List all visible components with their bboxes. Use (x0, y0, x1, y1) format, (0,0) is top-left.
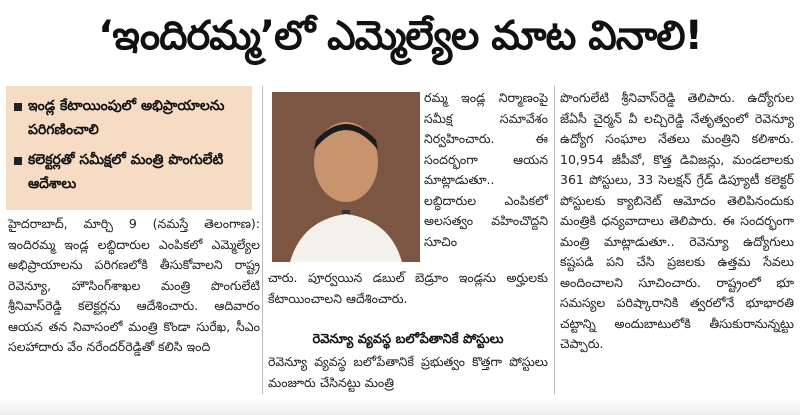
highlight-item (14, 94, 244, 142)
highlight-item (14, 148, 244, 196)
article-column-2-tail: రెవెన్యూ వ్యవస్థ బలోపేతానికే ప్రభుత్వం కొత్తగా పోస్టులు మంజూరు చేసినట్టు మంత్రి (268, 354, 548, 390)
square-bullet-icon (14, 103, 22, 111)
portrait-image (272, 92, 420, 262)
highlight-text: కలెక్టర్లతో సమీక్షలో మంత్రి పొంగులేటి ఆదేశాలు (28, 152, 224, 192)
article-headline: ‘ఇందిరమ్మ’లో ఎమ్మెల్యేల మాట వినాలి! (98, 13, 702, 59)
article-column-2: రమ్మ ఇండ్ల నిర్మాణంపై సమీక్ష సమావేశం నిర్వహించారు. ఈ సందర్భంగా ఆయన మాట్లాడుతూ.. లబ్ధిదారుల ఎంపికలో అలసత్వం వహించొద్దని సూచిం (424, 90, 548, 249)
section-subheading: రెవెన్యూ వ్యవస్థ బలోపేతానికే పోస్టులు (312, 332, 504, 347)
article-column-1: హైదరాబాద్, మార్చి 9 (నమస్తే తెలంగాణ): ఇందిరమ్మ ఇండ్ల లబ్ధిదారుల ఎంపికలో ఎమ్మెల్యేల అభిప్రాయాలను పరిగణలోకి తీసుకోవాలని రాష్ట్ర రెవెన్యూ, హౌసింగ్‌శాఖల మంత్రి పొంగులేటి శ్రీనివాస్‌రెడ్డి కలెక్టర్లను ఆదేశించారు. ఆదివారం ఆయన తన నివాసంలో మంత్రి కొండా సురేఖ, సీఎం సలహాదారు వేం నరేందర్‌రెడ్డితో కలిసి ఇంది (8, 216, 260, 354)
highlight-text: ఇండ్ల కేటాయింపులో అభిప్రాయాలను పరిగణించాలి (28, 98, 225, 138)
square-bullet-icon (14, 157, 22, 165)
article-column-2-continued: చారు. పూర్వయిన డబుల్ బెడ్రూం ఇండ్లను అర్హులకు కేటాయించాలని ఆదేశించారు. (268, 270, 548, 306)
minister-photo (272, 92, 420, 262)
page-edge (0, 398, 800, 415)
column-divider (262, 86, 263, 394)
highlight-box (6, 86, 252, 210)
article-column-3: పొంగులేటి శ్రీనివాస్‌రెడ్డి తెలిపారు. ఉద్యోగుల జేఏసీ చైర్మన్ వీ లచ్చిరెడ్డి నేతృత్వంలో రెవెన్యూ ఉద్యోగ సంఘాల నేతలు మంత్రిని కలిశారు. 10,954 జీపీవో, కొత్త డివిజన్లు, మండలాలకు 361 పోస్టులు, 33 సెలక్షన్ గ్రేడ్ డిప్యూటీ కలెక్టర్ పోస్టులకు క్యాబినెట్ ఆమోదం తెలిపినందుకు మంత్రికి ధన్యవాదాలు తెలిపారు. ఈ సందర్భంగా మంత్రి మాట్లాడుతూ.. రెవెన్యూ ఉద్యోగులు కష్టపడి పని చేసి ప్రజలకు ఉత్తమ సేవలు అందించాలని సూచించారు. రాష్ట్రంలో భూ సమస్యల పరిష్కారానికి త్వరలోనే భూభారతి చట్టాన్ని అందుబాటులోకి తీసుకురానున్నట్టు చెప్పారు. (560, 90, 794, 351)
column-divider (554, 86, 555, 394)
